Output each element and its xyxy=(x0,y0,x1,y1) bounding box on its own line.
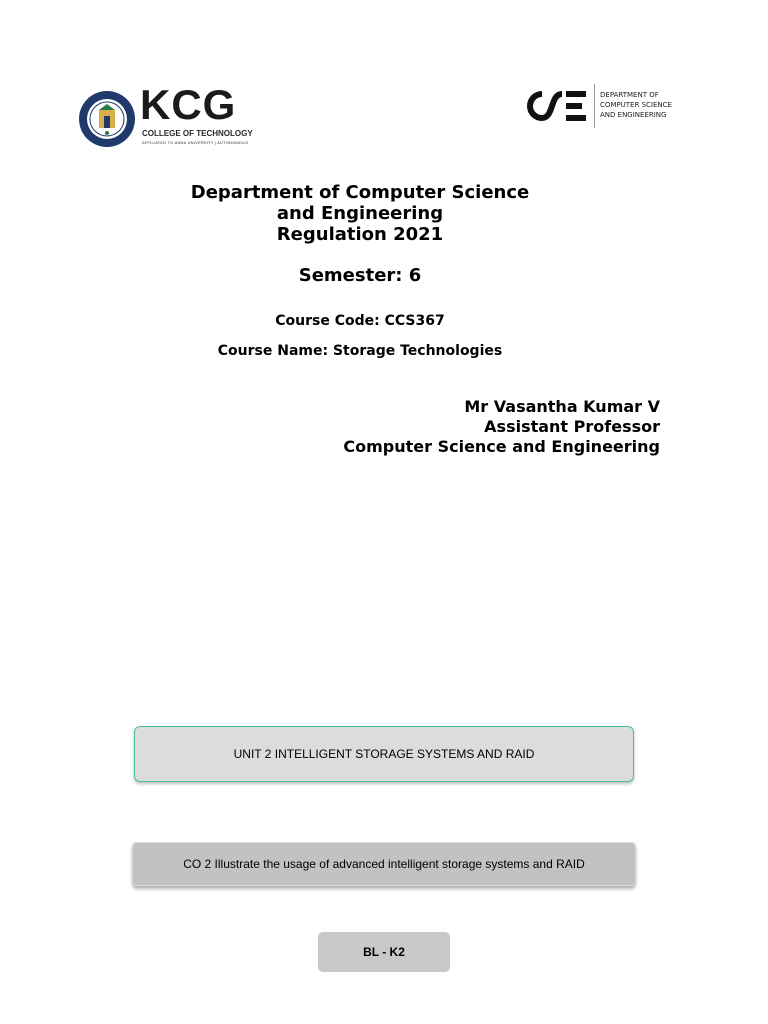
semester-heading: Semester: 6 xyxy=(298,265,422,286)
course-code: Course Code: CCS367 xyxy=(275,313,445,329)
cse-logo xyxy=(524,84,674,128)
author-department: Computer Science and Engineering xyxy=(343,437,660,456)
author-position: Assistant Professor xyxy=(484,417,660,436)
cse-logo-icon xyxy=(524,88,588,124)
author-block xyxy=(343,397,660,457)
course-outcome-text: CO 2 Illustrate the usage of advanced intelligent storage systems and RAID xyxy=(183,857,585,871)
bloom-level-box xyxy=(318,932,450,972)
department-heading xyxy=(130,182,590,245)
kcg-logo-subtitle: COLLEGE OF TECHNOLOGY xyxy=(142,129,253,138)
cse-logo-line-1: DEPARTMENT OF xyxy=(600,91,659,99)
regulation: Regulation 2021 xyxy=(276,224,444,245)
department-line-2: and Engineering xyxy=(276,203,444,224)
author-name: Mr Vasantha Kumar V xyxy=(464,397,660,416)
cse-logo-line-2: COMPUTER SCIENCE xyxy=(600,101,672,109)
college-seal-icon xyxy=(78,90,136,148)
unit-title: UNIT 2 INTELLIGENT STORAGE SYSTEMS AND RAID xyxy=(233,747,535,761)
kcg-logo-text: KCG xyxy=(140,81,237,128)
kcg-logo xyxy=(78,81,253,148)
bloom-level-text: BL - K2 xyxy=(363,945,405,959)
department-line-1: Department of Computer Science xyxy=(190,182,530,203)
cse-logo-divider xyxy=(594,84,595,128)
cse-logo-line-3: AND ENGINEERING xyxy=(600,111,667,119)
course-name: Course Name: Storage Technologies xyxy=(217,343,503,359)
unit-title-box xyxy=(134,726,634,782)
kcg-logo-tagline: AFFILIATED TO ANNA UNIVERSITY | AUTONOMOUS xyxy=(142,140,249,145)
course-outcome-box xyxy=(132,842,636,886)
